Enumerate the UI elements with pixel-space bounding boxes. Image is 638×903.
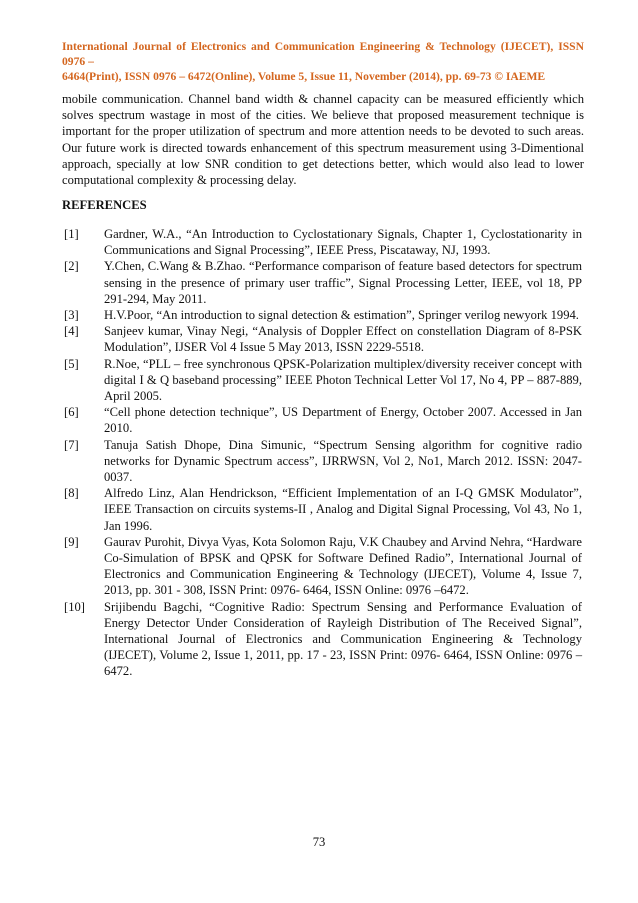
reference-text: “Cell phone detection technique”, US Department of Energy, October 2007. Accessed in Jan 2010.	[104, 405, 582, 436]
reference-text: Sanjeev kumar, Vinay Negi, “Analysis of Doppler Effect on constellation Diagram of 8-PSK Modulation”, IJSER Vol 4 Issue 5 May 2013, ISSN 2229-5518.	[104, 324, 582, 355]
reference-item	[62, 258, 584, 307]
reference-text: H.V.Poor, “An introduction to signal detection & estimation”, Springer verilog newyork 1994.	[104, 308, 579, 323]
reference-number: [8]	[64, 486, 79, 501]
reference-text: R.Noe, “PLL – free synchronous QPSK-Polarization multiplex/diversity receiver concept with digital I & Q baseband processing” IEEE Photon Technical Letter Vol 17, No 4, PP – 887-889, April 2005.	[104, 356, 582, 404]
reference-item	[62, 323, 584, 355]
journal-header-line1: International Journal of Electronics and Communication Engineering & Technology (IJECET), ISSN 0976 –	[62, 40, 584, 68]
reference-item	[62, 404, 584, 436]
reference-number: [10]	[64, 599, 85, 614]
reference-item	[62, 599, 584, 680]
reference-number: [3]	[64, 308, 79, 323]
reference-text: Gardner, W.A., “An Introduction to Cyclostationary Signals, Chapter 1, Cyclostationarity in Communications and Signal Processing”, IEEE Press, Piscataway, NJ, 1993.	[104, 227, 582, 258]
reference-text: Y.Chen, C.Wang & B.Zhao. “Performance comparison of feature based detectors for spectrum sensing in the presence of primary user traffic”, Signal Processing Letter, IEEE, vol 18, PP 291-294, May 2011.	[104, 259, 582, 306]
reference-text: Alfredo Linz, Alan Hendrickson, “Efficient Implementation of an I-Q GMSK Modulator”, IEEE Transaction on circuits systems-II , Analog and Digital Signal Processing, Vol 43, No 1, Jan 1996.	[104, 486, 582, 533]
reference-number: [9]	[64, 534, 79, 549]
reference-item	[62, 307, 584, 323]
reference-text: Gaurav Purohit, Divya Vyas, Kota Solomon Raju, V.K Chaubey and Arvind Nehra, “Hardware Co-Simulation of BPSK and QPSK for Software Defined Radio”, International Journal of Electronics and Communication Engineering & Technology (IJECET), Volume 4, Issue 7, 2013, pp. 301 - 308, ISSN Print: 0976- 6464, ISSN Online: 0976 –6472.	[104, 534, 582, 598]
journal-header	[62, 39, 584, 84]
reference-number: [7]	[64, 437, 79, 452]
references-title: REFERENCES	[62, 198, 147, 212]
references-list	[62, 226, 584, 680]
reference-number: [4]	[64, 324, 79, 339]
reference-item	[62, 485, 584, 534]
reference-text: Srijibendu Bagchi, “Cognitive Radio: Spectrum Sensing and Performance Evaluation of Energy Detector Under Consideration of Rayleigh Distribution of The Received Signal”, International Journal of Electronics and Communication Engineering & Technology (IJECET), Volume 2, Issue 1, 2011, pp. 17 - 23, ISSN Print: 0976- 6464, ISSN Online: 0976 –6472.	[104, 599, 582, 679]
body-paragraph: mobile communication. Channel band width & channel capacity can be measured efficiently which solves spectrum wastage in most of the cities. We believe that proposed measurement technique is important for the proper utilization of spectrum and more attention needs to be devoted to such areas. Our future work is directed towards enhancement of this spectrum measurement using 3-Dimentional approach, specially at low SNR condition to get detections better, which would also lead to lower computational complexity & processing delay.	[62, 92, 584, 188]
page-number: 73	[312, 835, 326, 849]
reference-item	[62, 437, 584, 486]
journal-header-line2: 6464(Print), ISSN 0976 – 6472(Online), Volume 5, Issue 11, November (2014), pp. 69-73 © IAEME	[62, 70, 546, 83]
reference-item	[62, 534, 584, 599]
reference-number: [1]	[64, 227, 79, 241]
reference-number: [2]	[64, 259, 79, 274]
reference-item	[62, 226, 584, 258]
reference-item	[62, 356, 584, 405]
reference-number: [5]	[64, 356, 79, 371]
reference-text: Tanuja Satish Dhope, Dina Simunic, “Spectrum Sensing algorithm for cognitive radio networks for Dynamic Spectrum access”, IJRRWSN, Vol 2, No1, March 2012. ISSN: 2047-0037.	[104, 437, 582, 485]
reference-number: [6]	[64, 405, 79, 420]
